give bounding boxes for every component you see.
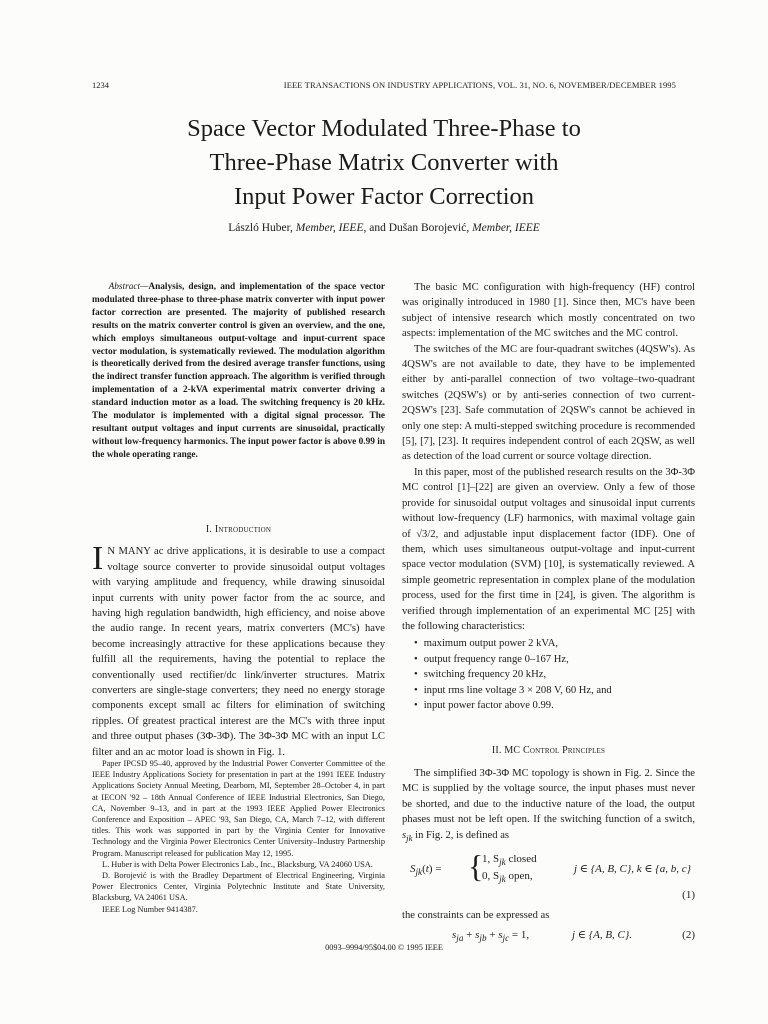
paragraph-topology: The simplified 3Φ-3Φ MC topology is shown in Fig. 2. Since the MC is supplied by the voltage source, the input phases must never be shorted, and due to the inductive nature of the load, the output phases must not be left open. If the switching function of a switch, $s_{jk}$ in Fig. 2, is defined as <box>402 768 695 843</box>
equation-1-number: (1) <box>682 889 695 902</box>
drop-cap: I <box>92 540 104 578</box>
list-item: • input power factor above 0.99. <box>414 698 695 713</box>
author-2-membership: Member, IEEE <box>472 222 540 234</box>
constraints-text: the constraints can be expressed as <box>402 910 550 922</box>
list-item: • input rms line voltage 3 × 208 V, 60 Hz, and <box>414 683 695 698</box>
abstract-text: Analysis, design, and implementation of the space vector modulated three-phase to three-phase matrix converter with input power factor correction are presented. The majority of published research results on the matrix converter control is given an overview, and the one, which employs simultaneous output-voltage and input-current space vector modulation, is systematically reviewed. The modulation algorithm is theoretically derived from the desired average transfer functions, using the indirect transfer function approach. The algorithm is verified through implementation of a 2-kVA experimental matrix converter driving a standard induction motor as a load. The switching frequency is 20 kHz. The modulator is implemented with a digital signal processor. The resultant output voltages and input currents are sinusoidal, practically without low-frequency harmonics. The input power factor is above 0.99 in the whole operating range. <box>92 282 385 460</box>
abstract <box>92 281 385 462</box>
equation-2-condition: j ∈ {A, B, C}. <box>572 928 633 941</box>
sqrt-expression: √3/2 <box>416 528 436 540</box>
author-1: László Huber, <box>228 222 293 234</box>
author-1-membership: Member, IEEE, <box>295 222 367 234</box>
section-mc-control <box>402 743 695 758</box>
equation-1-condition: j ∈ {A, B, C}, k ∈ {a, b, c} <box>574 863 691 876</box>
copyright-footer: 0093–9994/95$04.00 © 1995 IEEE <box>325 943 443 952</box>
list-item: • maximum output power 2 kVA, <box>414 636 695 651</box>
section-heading-mc-control: II. MC Control Principles <box>491 745 606 756</box>
right-column-text <box>402 280 695 713</box>
footnote-paper-info: Paper IPCSD 95–40, approved by the Industrial Power Converter Committee of the IEEE Industry Applications Society for presentation in part at the 1991 IEEE Industry Applications Society Annual Meeting, Dearborn, MI, September 28–October 4, in part at IECON '92 – 18th Annual Conference of IEEE Industrial Electronics, San Diego, CA, November 9–13, and in part at the 1993 IEEE Applied Power Electronics Conference and Exposition – APEC '93, San Diego, CA, March 7–12, with different titles. This work was supported in part by the Virginia Center for Innovative Technology and the Virginia Power Electronics Center University–Industry Partnership Program. Manuscript released for publication May 12, 1995. <box>92 759 385 858</box>
running-header: IEEE TRANSACTIONS ON INDUSTRY APPLICATIONS, VOL. 31, NO. 6, NOVEMBER/DECEMBER 1995 <box>283 80 676 90</box>
list-item: • output frequency range 0–167 Hz, <box>414 652 695 667</box>
equation-2: $s_{ja} + s_{jb} + s_{jc} = 1$, j ∈ {A, B, C}. (2) <box>452 928 695 943</box>
title-line-3: Input Power Factor Correction <box>233 183 535 210</box>
title-line-1: Space Vector Modulated Three-Phase to <box>187 115 581 142</box>
first-page-footnote <box>92 758 385 915</box>
paragraph-overview: In this paper, most of the published research results on the 3Φ-3Φ MC control [1]–[22] are given an overview. Only a few of those provide for sinusoidal output voltages and sinusoidal input currents without low-frequency (LF) harmonics, with maximal voltage gain of √3/2, and adjustable input displacement factor (IDF). One of them, which uses simultaneous output-voltage and input-current space vector modulation (SVM) [10], is systematically reviewed. A simple geometric representation in complex plane of the modulation process, used for the first time in [24], is given. The algorithm is verified through implementation of an experimental MC [25] with the following characteristics: <box>402 466 695 632</box>
equation-1: $S_{jk}(t)$ = { 1, $S_{jk}$ closed 0, $S_{jk}$ open, j ∈ {A, B, C}, k ∈ {a, b, c} (1) <box>402 848 695 902</box>
title-line-2: Three-Phase Matrix Converter with <box>209 149 559 176</box>
section-introduction <box>92 522 385 760</box>
section-2-body <box>402 766 695 946</box>
author-2: Dušan Borojević, <box>388 222 470 234</box>
section-heading-introduction: I. Introduction <box>205 524 272 535</box>
paper-title <box>0 112 768 214</box>
list-item: • switching frequency 20 kHz, <box>414 667 695 682</box>
abstract-label: Abstract— <box>108 282 149 292</box>
introduction-text: N MANY ac drive applications, it is desirable to use a compact voltage source converter to provide sinusoidal output voltages with varying amplitude and frequency, while drawing sinusoidal input currents with unity power factor from the ac source, and having high regulation bandwidth, high efficiency, and noise above the audio range. In recent years, matrix converters (MC's) have become increasingly attractive for these applications because they fulfill all the requirements, having the potential to replace the conventionally used rectifier/dc link/inverter structures. Matrix converters are single-stage converters; they need no energy storage components except small ac filters for elimination of switching ripples. Of greatest practical interest are the MC's with three input and three output phases (3Φ-3Φ). The 3Φ-3Φ MC with an input LC filter and an ac motor load is shown in Fig. 1. <box>92 546 385 758</box>
page-number: 1234 <box>92 80 109 90</box>
characteristics-list <box>402 636 695 713</box>
paragraph-switches: The switches of the MC are four-quadrant switches (4QSW's). As 4QSW's are not available to date, they have to be implemented either by anti-parallel connection of two voltage–two-quadrant switches (2QSW's) or by anti-series connection of two current-2QSW's [23]. Safe commutation of 2QSW's cannot be achieved in only one step: A multi-stepped switching procedure is recommended [5], [7], [23]. It requires independent control of each 2QSW, as well as detection of the load current or source voltage direction. <box>402 343 695 463</box>
equation-2-number: (2) <box>682 928 695 941</box>
author-line <box>0 222 768 234</box>
paragraph-mc-history: The basic MC configuration with high-frequency (HF) control was originally introduced in 1980 [1]. Since then, MC's have been subject of intensive research which mostly concentrated on two aspects: implementation of the MC switches and the MC control. <box>402 282 695 340</box>
footnote-author-2: D. Borojević is with the Bradley Department of Electrical Engineering, Virginia Power Electronics Center, Virginia Polytechnic Institute and State University, Blacksburg, VA 24061 USA. <box>92 871 385 903</box>
footnote-log-number: IEEE Log Number 9414387. <box>102 904 198 914</box>
author-conjunction: and <box>369 222 386 234</box>
footnote-author-1: L. Huber is with Delta Power Electronics Lab., Inc., Blacksburg, VA 24060 USA. <box>102 859 373 869</box>
